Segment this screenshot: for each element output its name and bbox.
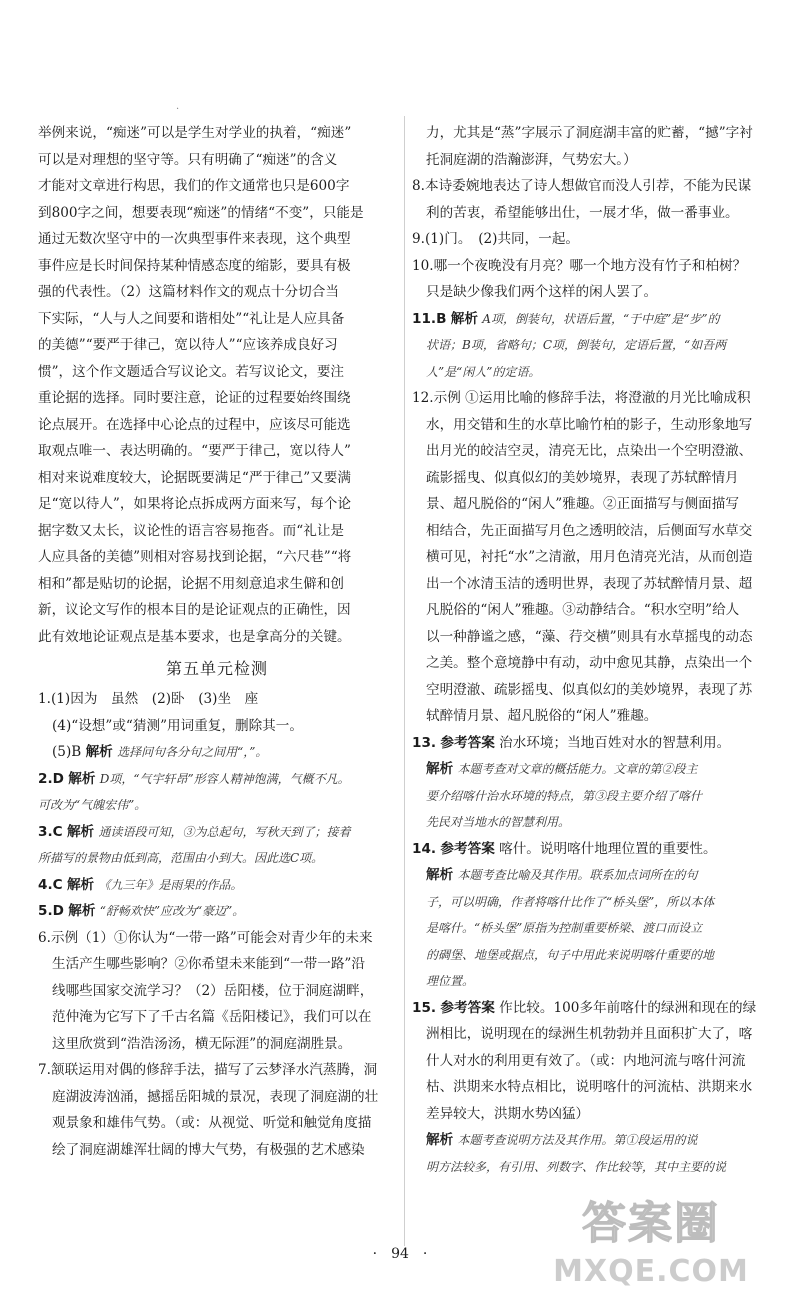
- analysis-label: 解析: [426, 1132, 454, 1148]
- analysis-text: 所描写的景物由低到高，范围由小到大。因此选C项。: [38, 851, 324, 865]
- text-line: 差异较大，洪期水势凶猛）: [426, 1105, 590, 1122]
- text-line: 据字数又太长，议论性的语言容易拖沓。而“礼让是: [38, 522, 345, 539]
- analysis-text: “舒畅欢快”应改为“豪迈”。: [99, 904, 245, 918]
- text-line: 论点展开。在选择中心论点的过程中，应该尽可能选: [38, 416, 351, 433]
- analysis-text: A项，倒装句，状语后置，“于中庭”是“步”的: [482, 311, 720, 326]
- answer-5: [38, 898, 396, 925]
- text-line: [38, 819, 396, 846]
- text-line: 这里欣赏到“浩浩汤汤，横无际涯”的洞庭湖胜景。: [52, 1035, 352, 1052]
- text-line: [38, 898, 396, 925]
- answer-4: [38, 872, 396, 899]
- answer-6: [38, 925, 396, 1058]
- analysis-text: 人”是“闲人”的定语。: [426, 364, 541, 379]
- text-line: [38, 845, 396, 872]
- text-line: 以一种静谧之感，“藻、荇交横”则具有水草摇曳的动态: [426, 628, 753, 645]
- text-line: 景、超凡脱俗的“闲人”雅趣。②正面描写与侧面描写: [426, 496, 739, 512]
- text-line: [412, 889, 774, 916]
- analysis-text: 要介绍喀什治水环境的特点，第③段主要介绍了喀什: [426, 788, 703, 803]
- text-line: [412, 1127, 774, 1154]
- answer-13: [412, 730, 774, 836]
- answer-11: [412, 306, 774, 386]
- text-line: 6.示例（1）①你认为“一带一路”可能会对青少年的未来: [38, 929, 373, 946]
- analysis-text: 本题考查比喻及其作用。联系加点词所在的句: [457, 868, 698, 882]
- analysis-text: D项，“气宇轩昂”形容人精神饱满，气概不凡。: [99, 771, 350, 786]
- item-number: 2.D: [38, 770, 64, 787]
- text-line: [412, 862, 774, 889]
- answer-2: [38, 766, 396, 819]
- section-title: 第五单元检测: [165, 659, 268, 678]
- text-line: [38, 766, 396, 793]
- text-line: 10.哪一个夜晚没有月亮？哪一个地方没有竹子和柏树？: [412, 257, 747, 274]
- text-line: 8.本诗委婉地表达了诗人想做官而没人引荐，不能为民谋: [412, 178, 752, 194]
- text-line: 轼醉情月景、超凡脱俗的“闲人”雅趣。: [426, 708, 658, 724]
- text-line: [412, 783, 774, 810]
- text-line: [38, 792, 396, 819]
- text-line: 事件应是长时间保持某种情感态度的缩影，要具有极: [38, 257, 351, 274]
- analysis-text: 本题考查对文章的概括能力。文章的第②段主: [457, 762, 698, 776]
- text-line: 可以是对理想的坚守等。只有明确了“痴迷”的含义: [38, 151, 338, 168]
- analysis-label: 解析: [426, 867, 454, 883]
- answer-10: [412, 253, 774, 306]
- analysis-label: 解析: [85, 744, 113, 760]
- watermark-logo: [532, 1195, 772, 1291]
- text-line: 12.示例 ①运用比喻的修辞手法，将澄澈的月光比喻成积: [412, 390, 751, 406]
- right-column: [412, 120, 774, 1180]
- text-line: [412, 995, 774, 1022]
- text-line: 生活产生哪些影响？②你希望未来能到“一带一路”沿: [52, 956, 365, 972]
- answer-1: [38, 686, 396, 766]
- text-line: [412, 306, 774, 333]
- answer-9: [412, 226, 774, 253]
- analysis-text: 的碉堡、地堡或据点，句子中用此来说明喀什重要的地: [426, 947, 715, 962]
- text-line: 之美。整个意境静中有动，动中愈见其静，点染出一个: [426, 655, 753, 671]
- analysis-text: 是喀什。“桥头堡”原指为控制重要桥梁、渡口而设立: [426, 921, 703, 935]
- answer-text: 治水环境；当地百姓对水的智慧利用。: [499, 734, 731, 751]
- item-number: 3.C: [38, 823, 63, 840]
- text-line: [38, 739, 396, 766]
- text-line: 到800字之间，想要表现“痴迷”的情绪“不变”，只能是: [38, 204, 364, 221]
- item-number: 11.B: [412, 310, 447, 327]
- text-line: 强的代表性。（2）这篇材料作文的观点十分切合当: [38, 284, 339, 300]
- left-column: [38, 120, 396, 1163]
- answer-3: [38, 819, 396, 872]
- text-line: 出月光的皎洁空灵，清亮无比，点染出一个空明澄澈、: [426, 443, 753, 459]
- text-line: [38, 872, 396, 899]
- text-line: 7.颔联运用对偶的修辞手法，描写了云梦泽水汽蒸腾，洞: [38, 1062, 378, 1078]
- text-line: 取观点唯一、表达明确的。“要严于律己，宽以待人”: [38, 443, 351, 459]
- text-line: 相和”都是贴切的论据，论据不用刻意追求生僻和创: [38, 575, 345, 592]
- answer-label: 参考答案: [440, 999, 495, 1016]
- text-line: 新，议论文写作的根本目的是论证观点的正确性，因: [38, 602, 351, 618]
- answer-7: [38, 1057, 396, 1163]
- text-line: 洲相比，说明现在的绿洲生机勃勃并且面积扩大了，喀: [426, 1026, 753, 1042]
- answer-label: 参考答案: [440, 840, 495, 857]
- text-line: 绘了洞庭湖雄浑壮阔的博大气势，有极强的艺术感染: [52, 1141, 365, 1158]
- text-line: 利的苦衷，希望能够出仕，一展才华，做一番事业。: [426, 204, 739, 221]
- text-line: (4)“设想”或“猜测”用词重复，删除其一。: [52, 717, 303, 734]
- text-line: 什人对水的利用更有效了。（或：内地河流与喀什河流: [426, 1052, 746, 1069]
- text-line: 观景象和雄伟气势。（或：从视觉、听觉和触觉角度描: [52, 1115, 372, 1131]
- text-line: 托洞庭湖的浩瀚澎湃，气势宏大。）: [426, 151, 637, 168]
- item-number: 4.C: [38, 876, 63, 893]
- item-number: 5.D: [38, 903, 64, 919]
- analysis-label: 解析: [66, 823, 95, 840]
- text-line: 范仲淹为它写下了千古名篇《岳阳楼记》，我们可以在: [52, 1009, 372, 1025]
- analysis-text: 可改为“气魄宏伟”。: [38, 798, 147, 812]
- analysis-text: 本题考查说明方法及其作用。第①段运用的说: [457, 1133, 698, 1147]
- answer-14: [412, 836, 774, 995]
- text-line: [412, 836, 774, 863]
- stray-dot: ·: [176, 104, 180, 115]
- text-line: 足“宽以待人”，如果将论点拆成两方面来写，每个论: [38, 496, 351, 512]
- essay-analysis: [38, 120, 396, 650]
- text-line: [412, 942, 774, 969]
- analysis-text: 选择问句各分句之间用“，”。: [117, 745, 268, 759]
- text-line: 重论据的选择。同时要注意，论证的过程要始终围绕: [38, 390, 351, 406]
- text-line: 出一个冰清玉洁的透明世界，表现了苏轼醉情月景、超: [426, 575, 753, 592]
- text-line: 下实际，“人与人之间要和谐相处”“礼让是人应具备: [38, 310, 345, 327]
- answer-label: 参考答案: [440, 734, 495, 751]
- analysis-label: 解析: [66, 876, 95, 893]
- analysis-label: 解析: [426, 761, 454, 777]
- text-line: [412, 332, 774, 359]
- text-line: 横可见，衬托“水”之清澈，用月色清亮光洁，从而创造: [426, 549, 753, 565]
- text-line: 此有效地论证观点是基本要求，也是拿高分的关键。: [38, 628, 351, 645]
- text-line: 水，用交错和生的水草比喻竹柏的影子，生动形象地写: [426, 416, 753, 433]
- text-line: 人应具备的美德”则相对容易找到论据，“六尺巷”“将: [38, 549, 352, 565]
- analysis-text: 《九三年》是雨果的作品。: [98, 877, 243, 892]
- text-line: 通过无数次坚守中的一次典型事件来表现，这个典型: [38, 231, 351, 247]
- analysis-text: 明方法较多，有引用、列数字、作比较等，其中主要的说: [426, 1159, 727, 1174]
- analysis-text: 子，可以明确，作者将喀什比作了“桥头堡”，所以本体: [426, 894, 715, 909]
- answer-12: [412, 385, 774, 730]
- analysis-text: 先民对当地水的智慧利用。: [426, 815, 571, 829]
- text-line: [412, 968, 774, 995]
- watermark-badge: 答案圈: [582, 1198, 720, 1249]
- answer-15: [412, 995, 774, 1181]
- text-line: 相对来说难度较大，论据既要满足“严于律己”又要满: [38, 469, 351, 486]
- text-line: 1.(1)因为 虽然 (2)卧 (3)坐 座: [38, 691, 259, 707]
- text-line: [412, 915, 774, 942]
- answer-7-continued: [412, 120, 774, 173]
- analysis-label: 解析: [450, 310, 478, 327]
- text-line: 惯”，这个作文题适合写议论文。若写议论文，要注: [38, 363, 345, 380]
- column-divider: [404, 116, 405, 1246]
- text-line: 才能对文章进行构思，我们的作文通常也只是600字: [38, 178, 350, 194]
- text-line: 疏影摇曳、似真似幻的美妙境界，表现了苏轼醉情月: [426, 469, 739, 486]
- text-line: [412, 756, 774, 783]
- text-line: 力，尤其是“蒸”字展示了洞庭湖丰富的贮蓄，“撼”字衬: [426, 125, 753, 141]
- analysis-text: 状语；B项，省略句；C项，倒装句，定语后置，“如吾两: [426, 338, 727, 352]
- text-line: 举例来说，“痴迷”可以是学生对学业的执着，“痴迷”: [38, 125, 352, 141]
- text-line: 空明澄澈、疏影摇曳、似真似幻的美妙境界，表现了苏: [426, 681, 753, 698]
- text-line: 线哪些国家交流学习？（2）岳阳楼，位于洞庭湖畔，: [52, 982, 374, 999]
- text-line: 枯、洪期来水特点相比，说明喀什的河流枯、洪期来水: [426, 1079, 753, 1095]
- text-line: 庭湖波涛汹涌，撼摇岳阳城的景况，表现了洞庭湖的壮: [52, 1088, 379, 1105]
- analysis-text: 通读语段可知，③为总起句，写秋天到了；接着: [98, 824, 351, 839]
- text-line: [412, 809, 774, 836]
- item-number: 13.: [412, 734, 437, 751]
- analysis-text: 理位置。: [426, 974, 475, 988]
- text-line: 只是缺少像我们两个这样的闲人罢了。: [426, 284, 658, 300]
- text-line: 相结合，先正面描写月色之透明皎洁，后侧面写水草交: [426, 522, 753, 539]
- text-line: 的美德”“要严于律己，宽以待人”“应该养成良好习: [38, 337, 338, 353]
- watermark-url: MXQE.COM: [553, 1254, 749, 1289]
- answer-text: 喀什。说明喀什地理位置的重要性。: [499, 840, 717, 857]
- text-line: 凡脱俗的“闲人”雅趣。③动静结合。“积水空明”给人: [426, 602, 740, 618]
- analysis-label: 解析: [68, 770, 96, 787]
- text-line: [412, 1154, 774, 1181]
- item-number: (5)B: [52, 744, 82, 760]
- text-line: [412, 359, 774, 386]
- analysis-label: 解析: [68, 903, 96, 919]
- item-number: 15.: [412, 999, 437, 1016]
- answer-text: 作比较。100多年前喀什的绿洲和现在的绿: [499, 999, 757, 1016]
- text-line: 9.(1)门。 (2)共同，一起。: [412, 231, 580, 247]
- item-number: 14.: [412, 840, 437, 857]
- text-line: [412, 730, 774, 757]
- answer-8: [412, 173, 774, 226]
- page-number: · 94 ·: [372, 1246, 428, 1262]
